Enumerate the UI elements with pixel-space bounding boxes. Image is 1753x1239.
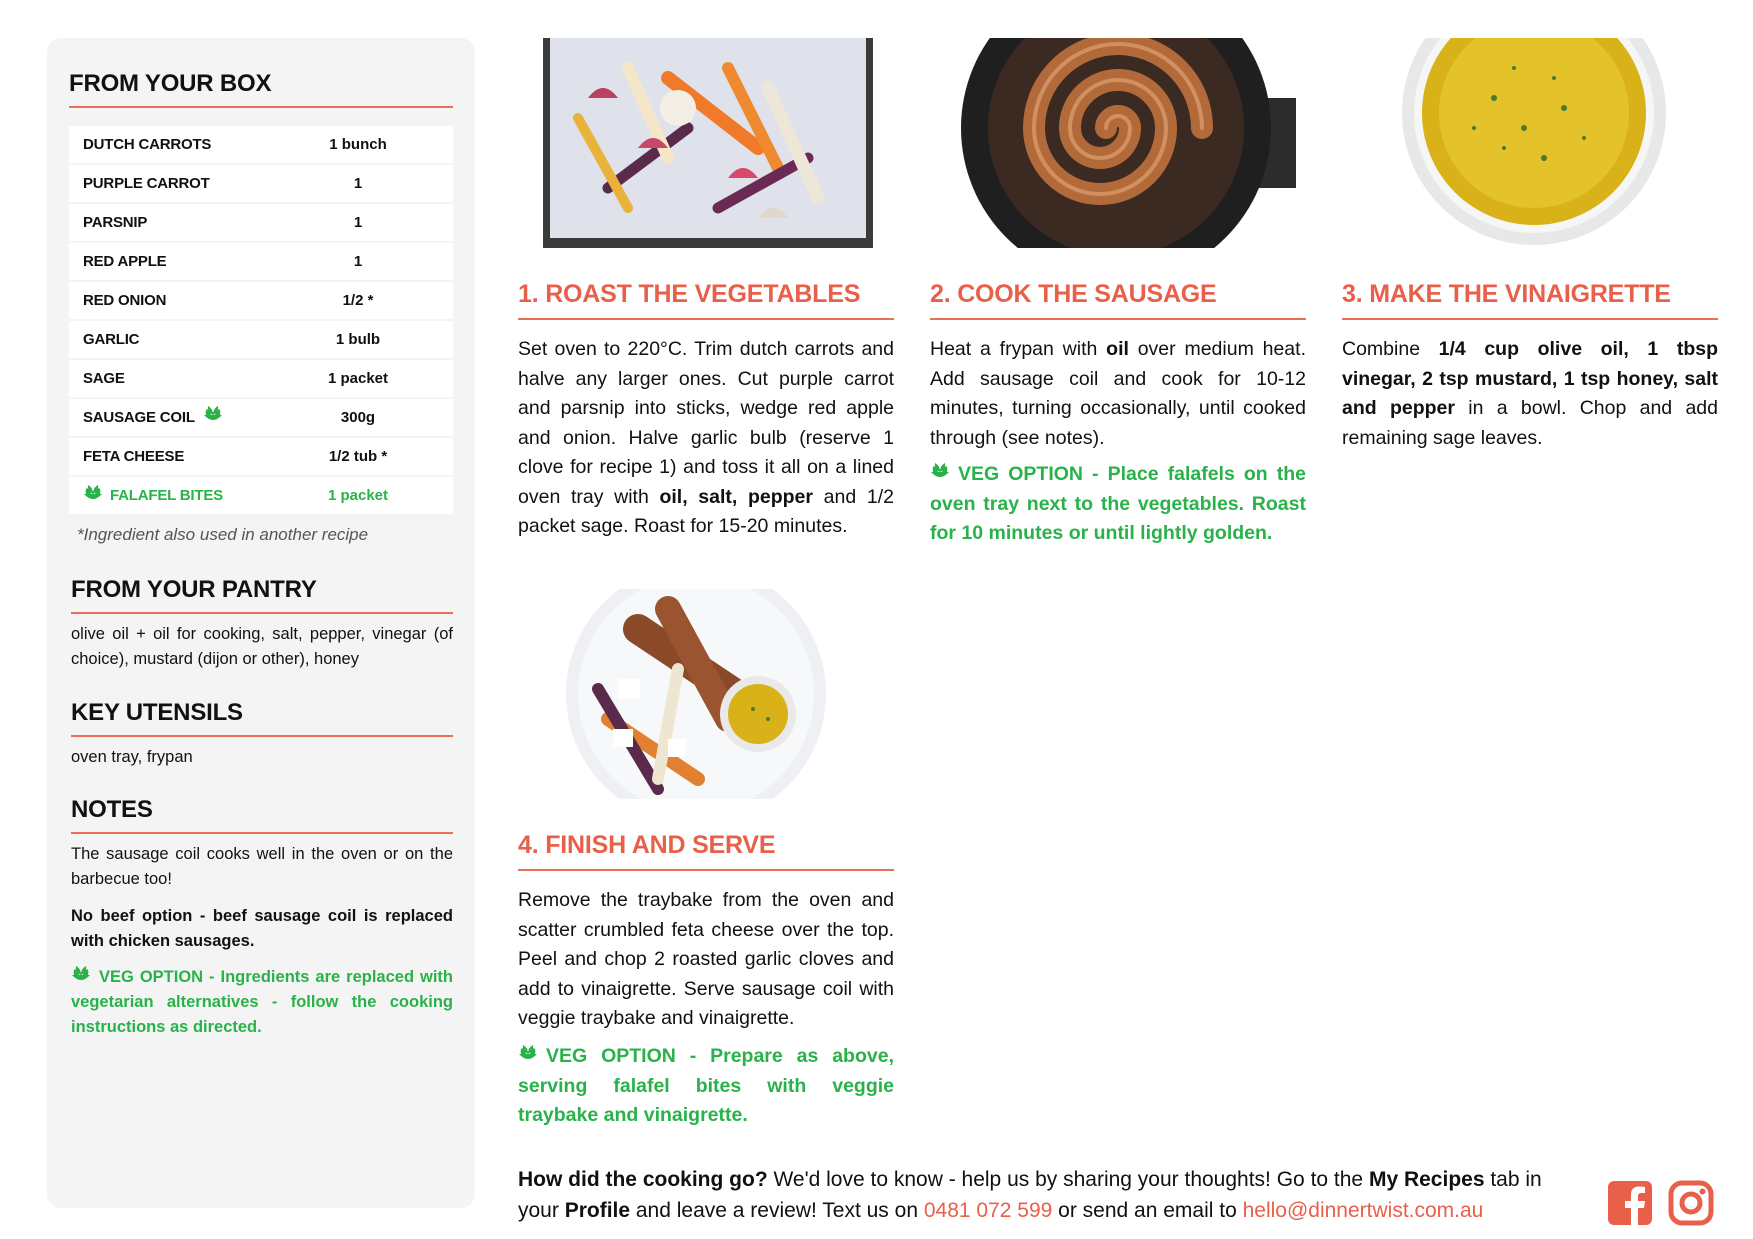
pantry-text: olive oil + oil for cooking, salt, pepper, vinegar (of choice), mustard (dijon or other), honey: [71, 625, 453, 668]
ingredient-name: FALAFEL BITES: [110, 487, 223, 504]
vinaigrette-photo: [1334, 38, 1710, 248]
utensils-text: oven tray, frypan: [71, 748, 193, 766]
ingredient-row: RED ONION 1/2 *: [69, 282, 453, 321]
step-3-text: Combine 1/4 cup olive oil, 1 tbsp vinegar, 2 tsp mustard, 1 tsp honey, salt and pepper in a bowl. Chop and add remaining sage leaves.: [1342, 338, 1718, 449]
from-your-pantry-heading: FROM YOUR PANTRY: [71, 576, 453, 614]
ingredient-row: SAUSAGE COIL 300g: [69, 399, 453, 438]
feedback-footer: How did the cooking go? We'd love to know - help us by sharing your thoughts! Go to the My Recipes tab in your Profile and leave a review! Text us on 0481 072 599 or send an email to hello@dinnertwist.com.au: [518, 1168, 1542, 1222]
step-2-text: Heat a frypan with oil over medium heat. Add sausage coil and cook for 10-12 minutes, turning occasionally, until cooked through (see notes).: [930, 338, 1306, 449]
from-your-box-heading: FROM YOUR BOX: [69, 70, 453, 108]
step-2-veg-option: VEG OPTION - Place falafels on the oven tray next to the vegetables. Roast for 10 minutes or until lightly golden.: [930, 463, 1306, 544]
ingredient-row: DUTCH CARROTS 1 bunch: [69, 126, 453, 165]
ingredient-row: PURPLE CARROT 1: [69, 165, 453, 204]
facebook-icon[interactable]: [1607, 1180, 1653, 1226]
ingredient-name: SAUSAGE COIL: [83, 409, 195, 426]
veg-option-note: VEG OPTION - Ingredients are replaced with vegetarian alternatives - follow the cooking instructions as directed.: [71, 968, 453, 1036]
ingredient-row: SAGE 1 packet: [69, 360, 453, 399]
step-4-text: Remove the traybake from the oven and scatter crumbled feta cheese over the top. Peel and chop 2 roasted garlic cloves and add to vinaigrette. Serve sausage coil with veggie traybake and vinaigrette.: [518, 889, 894, 1029]
veg-leaf-icon: [518, 1045, 538, 1062]
ingredients-panel: [47, 38, 475, 1208]
step-1-title: 1. ROAST THE VEGETABLES: [518, 280, 894, 320]
veg-leaf-icon: [71, 966, 91, 983]
ingredient-row: GARLIC 1 bulb: [69, 321, 453, 360]
ingredient-row-veg: FALAFEL BITES 1 packet: [69, 477, 453, 516]
step-3-title: 3. MAKE THE VINAIGRETTE: [1342, 280, 1718, 320]
notes-heading: NOTES: [71, 796, 453, 834]
ingredient-row: PARSNIP 1: [69, 204, 453, 243]
ingredient-row: FETA CHEESE 1/2 tub *: [69, 438, 453, 477]
step-2-title: 2. COOK THE SAUSAGE: [930, 280, 1306, 320]
veg-leaf-icon: [930, 463, 950, 480]
step-4-veg-option: VEG OPTION - Prepare as above, serving falafel bites with veggie traybake and vinaigrette.: [518, 1045, 894, 1126]
step-1-text: Set oven to 220°C. Trim dutch carrots and halve any larger ones. Cut purple carrot and parsnip into sticks, wedge red apple and onion. Halve garlic bulb (reserve 1 clove for recipe 1) and toss it all on a lined oven tray with oil, salt, pepper and 1/2 packet sage. Roast for 15-20 minutes.: [518, 338, 894, 537]
sausage-coil-photo: [926, 38, 1302, 248]
step-4-title: 4. FINISH AND SERVE: [518, 831, 894, 871]
notes-text: The sausage coil cooks well in the oven or on the barbecue too!: [71, 845, 453, 888]
finished-dish-photo: [518, 589, 894, 799]
instagram-icon[interactable]: [1668, 1180, 1714, 1226]
ingredient-row: RED APPLE 1: [69, 243, 453, 282]
veg-leaf-icon: [83, 485, 103, 502]
roast-vegetables-photo: [518, 38, 894, 248]
key-utensils-heading: KEY UTENSILS: [71, 699, 453, 737]
ingredient-note: *Ingredient also used in another recipe: [77, 525, 369, 544]
email-link[interactable]: hello@dinnertwist.com.au: [1242, 1199, 1484, 1222]
ingredients-table: [69, 126, 453, 516]
no-beef-note: No beef option - beef sausage coil is replaced with chicken sausages.: [71, 907, 453, 950]
veg-leaf-icon: [203, 406, 223, 423]
phone-link[interactable]: 0481 072 599: [923, 1199, 1053, 1222]
